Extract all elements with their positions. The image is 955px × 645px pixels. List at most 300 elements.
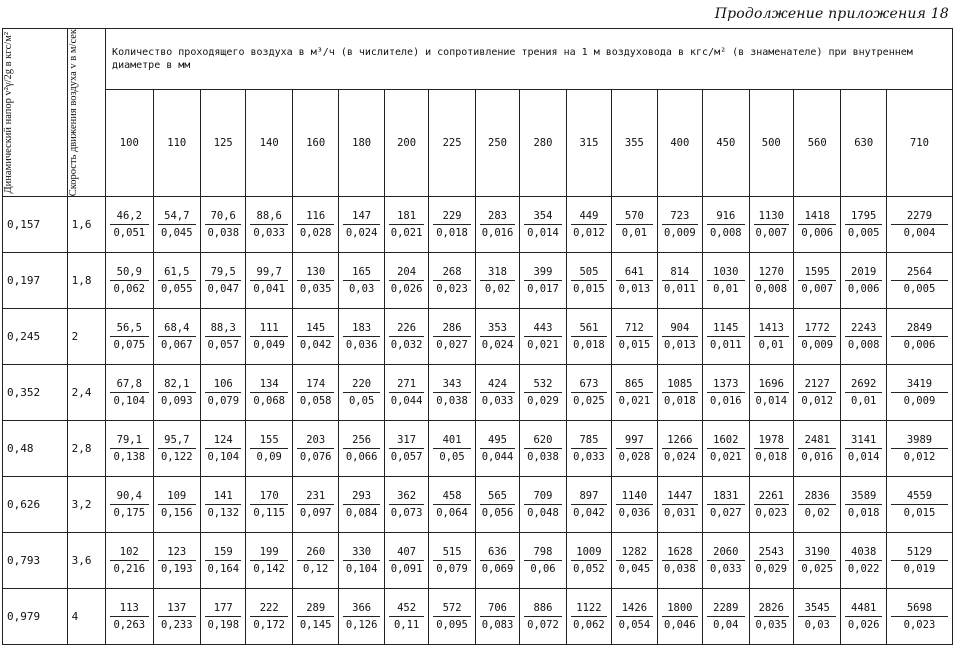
value-cell bbox=[703, 197, 749, 253]
flow-value: 61,5 bbox=[164, 266, 190, 279]
flow-value: 231 bbox=[306, 490, 326, 503]
friction-value: 0,067 bbox=[158, 336, 196, 353]
velocity-cell: 2,4 bbox=[67, 365, 105, 421]
value-cell bbox=[429, 533, 475, 589]
value-cell bbox=[841, 253, 886, 309]
flow-value: 2019 bbox=[851, 266, 877, 279]
flow-value: 2243 bbox=[851, 322, 877, 335]
friction-value: 0,083 bbox=[480, 616, 515, 633]
friction-value: 0,035 bbox=[297, 280, 334, 297]
friction-value: 0,193 bbox=[158, 560, 196, 577]
value-cell bbox=[106, 421, 153, 477]
value-cell bbox=[612, 197, 657, 253]
pressure-cell: 0,48 bbox=[3, 421, 68, 477]
friction-value: 0,198 bbox=[205, 616, 241, 633]
friction-value: 0,055 bbox=[158, 280, 196, 297]
flow-value: 4038 bbox=[851, 546, 877, 559]
value-cell bbox=[566, 533, 611, 589]
friction-value: 0,014 bbox=[524, 224, 561, 241]
friction-value: 0,029 bbox=[524, 392, 561, 409]
value-cell bbox=[384, 589, 428, 645]
value-cell bbox=[749, 309, 793, 365]
flow-value: 354 bbox=[533, 210, 553, 223]
friction-value: 0,012 bbox=[571, 224, 607, 241]
flow-value: 2849 bbox=[906, 322, 933, 335]
friction-value: 0,164 bbox=[205, 560, 241, 577]
diameter-header-cell: 110 bbox=[153, 90, 200, 197]
diameter-header-cell: 400 bbox=[657, 90, 702, 197]
flow-value: 181 bbox=[397, 210, 417, 223]
value-cell bbox=[153, 477, 200, 533]
value-cell bbox=[475, 477, 519, 533]
flow-value: 79,5 bbox=[210, 266, 236, 279]
friction-value: 0,042 bbox=[571, 504, 607, 521]
flow-value: 353 bbox=[488, 322, 507, 335]
friction-value: 0,016 bbox=[707, 392, 744, 409]
friction-value: 0,079 bbox=[205, 392, 241, 409]
page-caption: Продолжение приложения 18 bbox=[714, 6, 949, 22]
value-cell bbox=[106, 365, 153, 421]
flow-value: 641 bbox=[624, 266, 644, 279]
value-cell bbox=[749, 197, 793, 253]
flow-value: 1270 bbox=[758, 266, 784, 279]
flow-value: 424 bbox=[488, 378, 507, 391]
friction-value: 0,018 bbox=[754, 448, 789, 465]
value-cell bbox=[153, 253, 200, 309]
value-cell bbox=[703, 365, 749, 421]
flow-value: 1009 bbox=[576, 546, 602, 559]
flow-value: 362 bbox=[397, 490, 417, 503]
value-cell bbox=[201, 365, 246, 421]
friction-value: 0,02 bbox=[480, 280, 515, 297]
value-cell bbox=[520, 533, 566, 589]
value-cell bbox=[841, 365, 886, 421]
diameter-header-cell: 710 bbox=[886, 90, 952, 197]
friction-value: 0,142 bbox=[250, 560, 287, 577]
diameter-header-cell: 125 bbox=[201, 90, 246, 197]
flow-value: 452 bbox=[397, 602, 417, 615]
table-row bbox=[3, 421, 953, 477]
flow-value: 572 bbox=[442, 602, 462, 615]
description-header: Количество проходящего воздуха в м³/ч (в числителе) и сопротивление трения на 1 м воздуховода в кгс/м² (в знаменателе) при внутреннем диаметре в мм bbox=[106, 29, 953, 90]
friction-value: 0,009 bbox=[798, 336, 836, 353]
flow-value: 399 bbox=[533, 266, 553, 279]
value-cell bbox=[292, 365, 338, 421]
value-cell bbox=[153, 197, 200, 253]
flow-value: 2289 bbox=[713, 602, 739, 615]
friction-value: 0,051 bbox=[110, 224, 148, 241]
friction-value: 0,016 bbox=[798, 448, 836, 465]
value-cell bbox=[339, 365, 384, 421]
flow-value: 70,6 bbox=[210, 210, 236, 223]
value-cell bbox=[292, 309, 338, 365]
flow-value: 570 bbox=[624, 210, 644, 223]
flow-value: 814 bbox=[670, 266, 690, 279]
friction-value: 0,038 bbox=[205, 224, 241, 241]
friction-value: 0,093 bbox=[158, 392, 196, 409]
friction-value: 0,028 bbox=[297, 224, 334, 241]
friction-value: 0,033 bbox=[250, 224, 287, 241]
friction-value: 0,031 bbox=[662, 504, 698, 521]
value-cell bbox=[106, 197, 153, 253]
flow-value: 2481 bbox=[804, 434, 830, 447]
flow-value: 174 bbox=[306, 378, 326, 391]
value-cell bbox=[612, 253, 657, 309]
flow-value: 330 bbox=[352, 546, 372, 559]
friction-value: 0,011 bbox=[662, 280, 698, 297]
value-cell bbox=[246, 421, 292, 477]
diameter-header-cell: 315 bbox=[566, 90, 611, 197]
friction-value: 0,024 bbox=[343, 224, 379, 241]
friction-value: 0,216 bbox=[110, 560, 148, 577]
friction-value: 0,009 bbox=[891, 392, 948, 409]
flow-value: 673 bbox=[579, 378, 599, 391]
flow-value: 2543 bbox=[758, 546, 784, 559]
value-cell bbox=[246, 477, 292, 533]
velocity-cell: 3,6 bbox=[67, 533, 105, 589]
diameter-header-cell: 250 bbox=[475, 90, 519, 197]
flow-value: 515 bbox=[442, 546, 462, 559]
value-cell bbox=[841, 197, 886, 253]
friction-value: 0,032 bbox=[389, 336, 424, 353]
value-cell bbox=[612, 477, 657, 533]
value-cell bbox=[566, 365, 611, 421]
value-cell bbox=[886, 197, 952, 253]
flow-value: 50,9 bbox=[116, 266, 142, 279]
value-cell bbox=[292, 197, 338, 253]
value-cell bbox=[566, 253, 611, 309]
value-cell bbox=[749, 477, 793, 533]
value-cell bbox=[339, 589, 384, 645]
flow-value: 709 bbox=[533, 490, 553, 503]
flow-value: 1130 bbox=[758, 210, 784, 223]
flow-value: 141 bbox=[213, 490, 233, 503]
diameter-header-row bbox=[3, 90, 953, 197]
flow-value: 2836 bbox=[804, 490, 830, 503]
flow-value: 785 bbox=[579, 434, 599, 447]
friction-value: 0,044 bbox=[480, 448, 515, 465]
flow-value: 283 bbox=[488, 210, 507, 223]
flow-value: 458 bbox=[442, 490, 462, 503]
friction-value: 0,049 bbox=[250, 336, 287, 353]
friction-value: 0,017 bbox=[524, 280, 561, 297]
flow-value: 620 bbox=[533, 434, 553, 447]
value-cell bbox=[566, 477, 611, 533]
friction-value: 0,075 bbox=[110, 336, 148, 353]
friction-value: 0,027 bbox=[433, 336, 470, 353]
value-cell bbox=[749, 533, 793, 589]
friction-value: 0,038 bbox=[433, 392, 470, 409]
flow-value: 147 bbox=[352, 210, 372, 223]
value-cell bbox=[657, 309, 702, 365]
friction-value: 0,175 bbox=[110, 504, 148, 521]
friction-value: 0,024 bbox=[480, 336, 515, 353]
flow-value: 1628 bbox=[667, 546, 693, 559]
flow-value: 1413 bbox=[758, 322, 784, 335]
friction-value: 0,097 bbox=[297, 504, 334, 521]
friction-value: 0,018 bbox=[571, 336, 607, 353]
friction-value: 0,066 bbox=[343, 448, 379, 465]
flow-value: 2692 bbox=[851, 378, 877, 391]
flow-value: 407 bbox=[397, 546, 417, 559]
flow-value: 88,3 bbox=[210, 322, 236, 335]
pressure-cell: 0,157 bbox=[3, 197, 68, 253]
value-cell bbox=[566, 589, 611, 645]
friction-value: 0,023 bbox=[891, 616, 948, 633]
flow-value: 1800 bbox=[667, 602, 693, 615]
value-cell bbox=[384, 253, 428, 309]
diameter-header-cell: 560 bbox=[793, 90, 840, 197]
value-cell bbox=[703, 253, 749, 309]
value-cell bbox=[657, 477, 702, 533]
diameter-header-cell: 280 bbox=[520, 90, 566, 197]
flow-value: 706 bbox=[488, 602, 507, 615]
friction-value: 0,03 bbox=[798, 616, 836, 633]
friction-value: 0,104 bbox=[205, 448, 241, 465]
friction-value: 0,008 bbox=[707, 224, 744, 241]
flow-value: 443 bbox=[533, 322, 553, 335]
flow-value: 916 bbox=[716, 210, 736, 223]
flow-value: 1595 bbox=[804, 266, 830, 279]
flow-value: 68,4 bbox=[164, 322, 190, 335]
value-cell bbox=[703, 589, 749, 645]
friction-value: 0,033 bbox=[571, 448, 607, 465]
value-cell bbox=[201, 309, 246, 365]
value-cell bbox=[793, 253, 840, 309]
value-cell bbox=[475, 533, 519, 589]
value-cell bbox=[886, 253, 952, 309]
flow-value: 286 bbox=[442, 322, 462, 335]
friction-value: 0,021 bbox=[389, 224, 424, 241]
flow-value: 1426 bbox=[621, 602, 648, 615]
flow-value: 3419 bbox=[906, 378, 933, 391]
value-cell bbox=[339, 477, 384, 533]
value-cell bbox=[657, 533, 702, 589]
friction-value: 0,104 bbox=[343, 560, 379, 577]
value-cell bbox=[429, 197, 475, 253]
flow-value: 2564 bbox=[906, 266, 933, 279]
diameter-header-cell: 225 bbox=[429, 90, 475, 197]
value-cell bbox=[339, 253, 384, 309]
flow-value: 997 bbox=[624, 434, 644, 447]
value-cell bbox=[339, 421, 384, 477]
friction-value: 0,028 bbox=[616, 448, 652, 465]
table-body bbox=[3, 197, 953, 645]
table-row bbox=[3, 309, 953, 365]
friction-value: 0,015 bbox=[571, 280, 607, 297]
value-cell bbox=[657, 421, 702, 477]
value-cell bbox=[566, 197, 611, 253]
flow-value: 1122 bbox=[576, 602, 602, 615]
value-cell bbox=[475, 253, 519, 309]
flow-value: 123 bbox=[167, 546, 187, 559]
friction-value: 0,042 bbox=[297, 336, 334, 353]
value-cell bbox=[793, 421, 840, 477]
flow-value: 723 bbox=[670, 210, 690, 223]
friction-value: 0,079 bbox=[433, 560, 470, 577]
friction-value: 0,048 bbox=[524, 504, 561, 521]
velocity-header-label: Скорость движения воздуха v в м/сек bbox=[67, 29, 79, 197]
data-table bbox=[2, 28, 953, 645]
flow-value: 565 bbox=[488, 490, 507, 503]
friction-value: 0,014 bbox=[754, 392, 789, 409]
flow-value: 226 bbox=[397, 322, 417, 335]
value-cell bbox=[703, 533, 749, 589]
flow-value: 561 bbox=[579, 322, 599, 335]
friction-value: 0,052 bbox=[571, 560, 607, 577]
friction-value: 0,005 bbox=[891, 280, 948, 297]
value-cell bbox=[339, 309, 384, 365]
flow-value: 116 bbox=[306, 210, 326, 223]
velocity-cell: 4 bbox=[67, 589, 105, 645]
friction-value: 0,156 bbox=[158, 504, 196, 521]
table-row bbox=[3, 533, 953, 589]
value-cell bbox=[749, 365, 793, 421]
diameter-header-cell: 355 bbox=[612, 90, 657, 197]
flow-value: 3589 bbox=[851, 490, 877, 503]
flow-value: 5698 bbox=[906, 602, 933, 615]
value-cell bbox=[886, 365, 952, 421]
flow-value: 4559 bbox=[906, 490, 933, 503]
friction-value: 0,006 bbox=[891, 336, 948, 353]
flow-value: 289 bbox=[306, 602, 326, 615]
flow-value: 343 bbox=[442, 378, 462, 391]
flow-value: 495 bbox=[488, 434, 507, 447]
value-cell bbox=[703, 477, 749, 533]
friction-value: 0,027 bbox=[707, 504, 744, 521]
flow-value: 106 bbox=[213, 378, 233, 391]
value-cell bbox=[749, 589, 793, 645]
flow-value: 886 bbox=[533, 602, 553, 615]
diameter-header-cell: 200 bbox=[384, 90, 428, 197]
value-cell bbox=[429, 253, 475, 309]
flow-value: 1831 bbox=[713, 490, 739, 503]
value-cell bbox=[153, 421, 200, 477]
flow-value: 2279 bbox=[906, 210, 933, 223]
velocity-cell: 1,8 bbox=[67, 253, 105, 309]
value-cell bbox=[703, 309, 749, 365]
value-cell bbox=[793, 309, 840, 365]
flow-value: 170 bbox=[259, 490, 279, 503]
flow-value: 260 bbox=[306, 546, 326, 559]
friction-value: 0,056 bbox=[480, 504, 515, 521]
flow-value: 102 bbox=[119, 546, 139, 559]
flow-value: 865 bbox=[624, 378, 644, 391]
flow-value: 1373 bbox=[713, 378, 739, 391]
flow-value: 366 bbox=[352, 602, 372, 615]
value-cell bbox=[106, 253, 153, 309]
velocity-cell: 1,6 bbox=[67, 197, 105, 253]
flow-value: 130 bbox=[306, 266, 326, 279]
value-cell bbox=[153, 309, 200, 365]
friction-value: 0,058 bbox=[297, 392, 334, 409]
friction-value: 0,021 bbox=[524, 336, 561, 353]
friction-value: 0,012 bbox=[891, 448, 948, 465]
pressure-cell: 0,979 bbox=[3, 589, 68, 645]
value-cell bbox=[475, 365, 519, 421]
diameter-header-cell: 180 bbox=[339, 90, 384, 197]
flow-value: 1266 bbox=[667, 434, 693, 447]
value-cell bbox=[520, 421, 566, 477]
value-cell bbox=[520, 309, 566, 365]
friction-value: 0,018 bbox=[433, 224, 470, 241]
pressure-cell: 0,245 bbox=[3, 309, 68, 365]
friction-value: 0,01 bbox=[754, 336, 789, 353]
value-cell bbox=[475, 309, 519, 365]
value-cell bbox=[886, 477, 952, 533]
value-cell bbox=[429, 421, 475, 477]
value-cell bbox=[520, 589, 566, 645]
value-cell bbox=[475, 421, 519, 477]
friction-value: 0,233 bbox=[158, 616, 196, 633]
flow-value: 222 bbox=[259, 602, 279, 615]
value-cell bbox=[475, 589, 519, 645]
value-cell bbox=[106, 309, 153, 365]
friction-value: 0,095 bbox=[433, 616, 470, 633]
flow-value: 54,7 bbox=[164, 210, 190, 223]
value-cell bbox=[520, 477, 566, 533]
pressure-cell: 0,352 bbox=[3, 365, 68, 421]
flow-value: 1602 bbox=[713, 434, 739, 447]
value-cell bbox=[749, 421, 793, 477]
friction-value: 0,008 bbox=[754, 280, 789, 297]
friction-value: 0,122 bbox=[158, 448, 196, 465]
flow-value: 1772 bbox=[804, 322, 830, 335]
value-cell bbox=[657, 589, 702, 645]
flow-value: 155 bbox=[259, 434, 279, 447]
flow-value: 5129 bbox=[906, 546, 933, 559]
value-cell bbox=[793, 477, 840, 533]
friction-value: 0,006 bbox=[845, 280, 881, 297]
value-cell bbox=[201, 197, 246, 253]
pressure-header bbox=[3, 29, 68, 197]
value-cell bbox=[246, 197, 292, 253]
flow-value: 268 bbox=[442, 266, 462, 279]
friction-value: 0,023 bbox=[433, 280, 470, 297]
flow-value: 904 bbox=[670, 322, 690, 335]
friction-value: 0,05 bbox=[433, 448, 470, 465]
friction-value: 0,057 bbox=[205, 336, 241, 353]
friction-value: 0,045 bbox=[158, 224, 196, 241]
value-cell bbox=[106, 533, 153, 589]
friction-value: 0,138 bbox=[110, 448, 148, 465]
friction-value: 0,038 bbox=[662, 560, 698, 577]
friction-value: 0,026 bbox=[389, 280, 424, 297]
value-cell bbox=[657, 365, 702, 421]
value-cell bbox=[429, 365, 475, 421]
flow-value: 183 bbox=[352, 322, 372, 335]
friction-value: 0,013 bbox=[662, 336, 698, 353]
friction-value: 0,12 bbox=[297, 560, 334, 577]
value-cell bbox=[841, 421, 886, 477]
value-cell bbox=[292, 253, 338, 309]
value-cell bbox=[153, 365, 200, 421]
friction-value: 0,038 bbox=[524, 448, 561, 465]
friction-value: 0,013 bbox=[616, 280, 652, 297]
pressure-header-label: Динамический напор v²γ/2g в кгс/м² bbox=[3, 31, 14, 194]
value-cell bbox=[201, 421, 246, 477]
flow-value: 3190 bbox=[804, 546, 830, 559]
friction-value: 0,012 bbox=[798, 392, 836, 409]
flow-value: 798 bbox=[533, 546, 553, 559]
flow-value: 449 bbox=[579, 210, 599, 223]
value-cell bbox=[201, 533, 246, 589]
value-cell bbox=[612, 365, 657, 421]
flow-value: 293 bbox=[352, 490, 372, 503]
pressure-cell: 0,197 bbox=[3, 253, 68, 309]
flow-value: 1418 bbox=[804, 210, 830, 223]
value-cell bbox=[841, 533, 886, 589]
